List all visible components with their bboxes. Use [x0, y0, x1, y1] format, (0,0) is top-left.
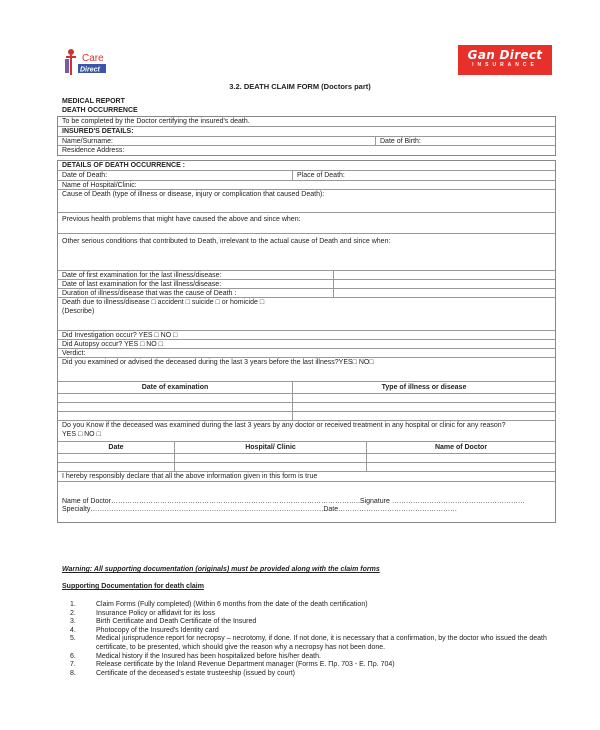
supporting-docs-heading: Supporting Documentation for death claim — [62, 583, 204, 590]
known-question: Do you Know if the deceased was examined during the last 3 years by any doctor or received treatment in any hospital or clinic for any reason? — [62, 422, 506, 429]
doctor-cell[interactable] — [366, 463, 555, 471]
death-section-heading: DETAILS OF DEATH OCCURRENCE : — [62, 162, 186, 169]
list-text: Birth Certificate and Death Certificate of the Insured — [96, 618, 257, 626]
exam-date-cell[interactable] — [58, 403, 292, 411]
list-number: 4. — [70, 626, 76, 634]
list-item — [70, 601, 560, 610]
duration-field[interactable] — [333, 289, 555, 297]
form-title: 3.2. DEATH CLAIM FORM (Doctors part) — [229, 82, 371, 91]
list-number: 8. — [70, 669, 76, 677]
exam-date-cell[interactable] — [58, 412, 292, 420]
date-header: Date — [108, 444, 124, 451]
warning-text: Warning: All supporting documentation (originals) must be provided along with the claim forms — [62, 566, 380, 573]
illness-type-cell[interactable] — [292, 394, 555, 402]
medical-report-heading: MEDICAL REPORT — [62, 98, 125, 105]
list-text: Claim Forms (Fully completed) (Within 6 months from the date of the death certification) — [96, 601, 368, 608]
illness-type-cell[interactable] — [292, 412, 555, 420]
known-answer[interactable]: YES □ NO □ — [62, 431, 101, 438]
dob-field[interactable]: Date of Birth: — [375, 137, 555, 145]
verdict-field[interactable]: Verdict: — [62, 350, 86, 357]
list-text: Medical history if the Insured has been hospitalized before his/her death. — [96, 652, 321, 660]
list-item — [70, 635, 560, 652]
instruction-text: To be completed by the Doctor certifying the insured's death. — [62, 118, 250, 125]
autopsy-question[interactable]: Did Autopsy occur? YES □ NO □ — [62, 341, 163, 348]
logo-text: Gan Direct — [467, 48, 543, 62]
supporting-docs-list — [70, 601, 560, 678]
other-conditions-field[interactable]: Other serious conditions that contributed to Death, irrelevant to the actual cause of Death and since when: — [62, 238, 391, 245]
list-item — [70, 653, 560, 662]
exam-date-header: Date of examination — [141, 384, 209, 391]
list-text: Medical jurisprudence report for necropsy – necrotomy, if done. If not done, it is necessary that a confirmation, by the doctor who issued the death certificate, to be presented, which should give the reason why a necropsy has not been done. — [96, 635, 547, 651]
svg-text:Direct: Direct — [80, 66, 100, 74]
describe-label: (Describe) — [62, 308, 95, 315]
hospital-cell[interactable] — [174, 463, 366, 471]
examined-question[interactable]: Did you examined or advised the deceased during the last 3 years before the last illness?YES□ NO□ — [62, 359, 374, 366]
hospital-header: Hospital/ Clinic — [174, 442, 366, 453]
address-field[interactable]: Residence Address: — [62, 147, 125, 154]
gan-direct-logo — [458, 45, 552, 75]
doctor-name-signature-line[interactable]: Name of Doctor……………………………………………………………………………………………..Signature ………………………………………………… — [62, 498, 525, 505]
illness-type-cell[interactable] — [292, 403, 555, 411]
doctor-cell[interactable] — [366, 454, 555, 462]
cause-field[interactable]: Cause of Death (type of illness or disease, injury or complication that caused Death): — [62, 191, 325, 198]
list-text: Certificate of the deceased's estate trusteeship (issued by court) — [96, 669, 295, 677]
list-text: Photocopy of the Insured's Identity card — [96, 626, 219, 634]
name-field[interactable]: Name/Surname: — [62, 138, 113, 145]
death-due-to-options[interactable]: Death due to illness/disease □ accident □ suicide □ or homicide □ — [62, 299, 265, 306]
exam-date-cell[interactable] — [58, 394, 292, 402]
death-occurrence-heading: DEATH OCCURRENCE — [62, 107, 138, 114]
care-direct-logo — [62, 47, 108, 77]
insured-section-heading: INSURED'S DETAILS: — [62, 128, 134, 135]
list-number: 7. — [70, 661, 76, 669]
list-item — [70, 610, 560, 619]
place-of-death-field[interactable]: Place of Death: — [292, 171, 555, 180]
duration-label: Duration of illness/disease that was the cause of Death : — [62, 290, 237, 297]
date-of-death-field[interactable]: Date of Death: — [62, 172, 108, 179]
hospital-field[interactable]: Name of Hospital/Clinic: — [62, 182, 137, 189]
death-details-table — [57, 160, 556, 523]
last-exam-label: Date of last examination for the last illness/disease: — [62, 281, 222, 288]
insured-details-table — [57, 116, 556, 156]
svg-text:Care: Care — [82, 53, 104, 64]
list-number: 2. — [70, 609, 76, 617]
list-number: 6. — [70, 652, 76, 660]
specialty-date-line[interactable]: Specialty……………………………………………………………………………………….Date…………………………………………… — [62, 506, 458, 513]
date-cell[interactable] — [58, 454, 174, 462]
logo-subtext: INSURANCE — [472, 62, 538, 68]
list-number: 3. — [70, 618, 76, 626]
illness-type-header: Type of illness or disease — [292, 382, 555, 393]
list-item — [70, 618, 560, 627]
previous-problems-field[interactable]: Previous health problems that might have caused the above and since when: — [62, 216, 301, 223]
hospital-cell[interactable] — [174, 454, 366, 462]
list-number: 5. — [70, 635, 76, 643]
list-text: Insurance Policy or affidavit for its loss — [96, 609, 215, 617]
doctor-header: Name of Doctor — [366, 442, 555, 453]
list-item — [70, 661, 560, 670]
declaration-text: I hereby responsibly declare that all the above information given in this form is true — [62, 473, 318, 480]
list-item — [70, 670, 560, 679]
list-item — [70, 627, 560, 636]
last-exam-field[interactable] — [333, 280, 555, 288]
investigation-question[interactable]: Did Investigation occur? YES □ NO □ — [62, 332, 178, 339]
date-cell[interactable] — [58, 463, 174, 471]
first-exam-field[interactable] — [333, 271, 555, 279]
first-exam-label: Date of first examination for the last illness/disease: — [62, 272, 222, 279]
list-number: 1. — [70, 601, 76, 608]
list-text: Release certificate by the Inland Revenue Department manager (Forms E. Πρ. 703 - E. Πρ. 704) — [96, 661, 395, 669]
